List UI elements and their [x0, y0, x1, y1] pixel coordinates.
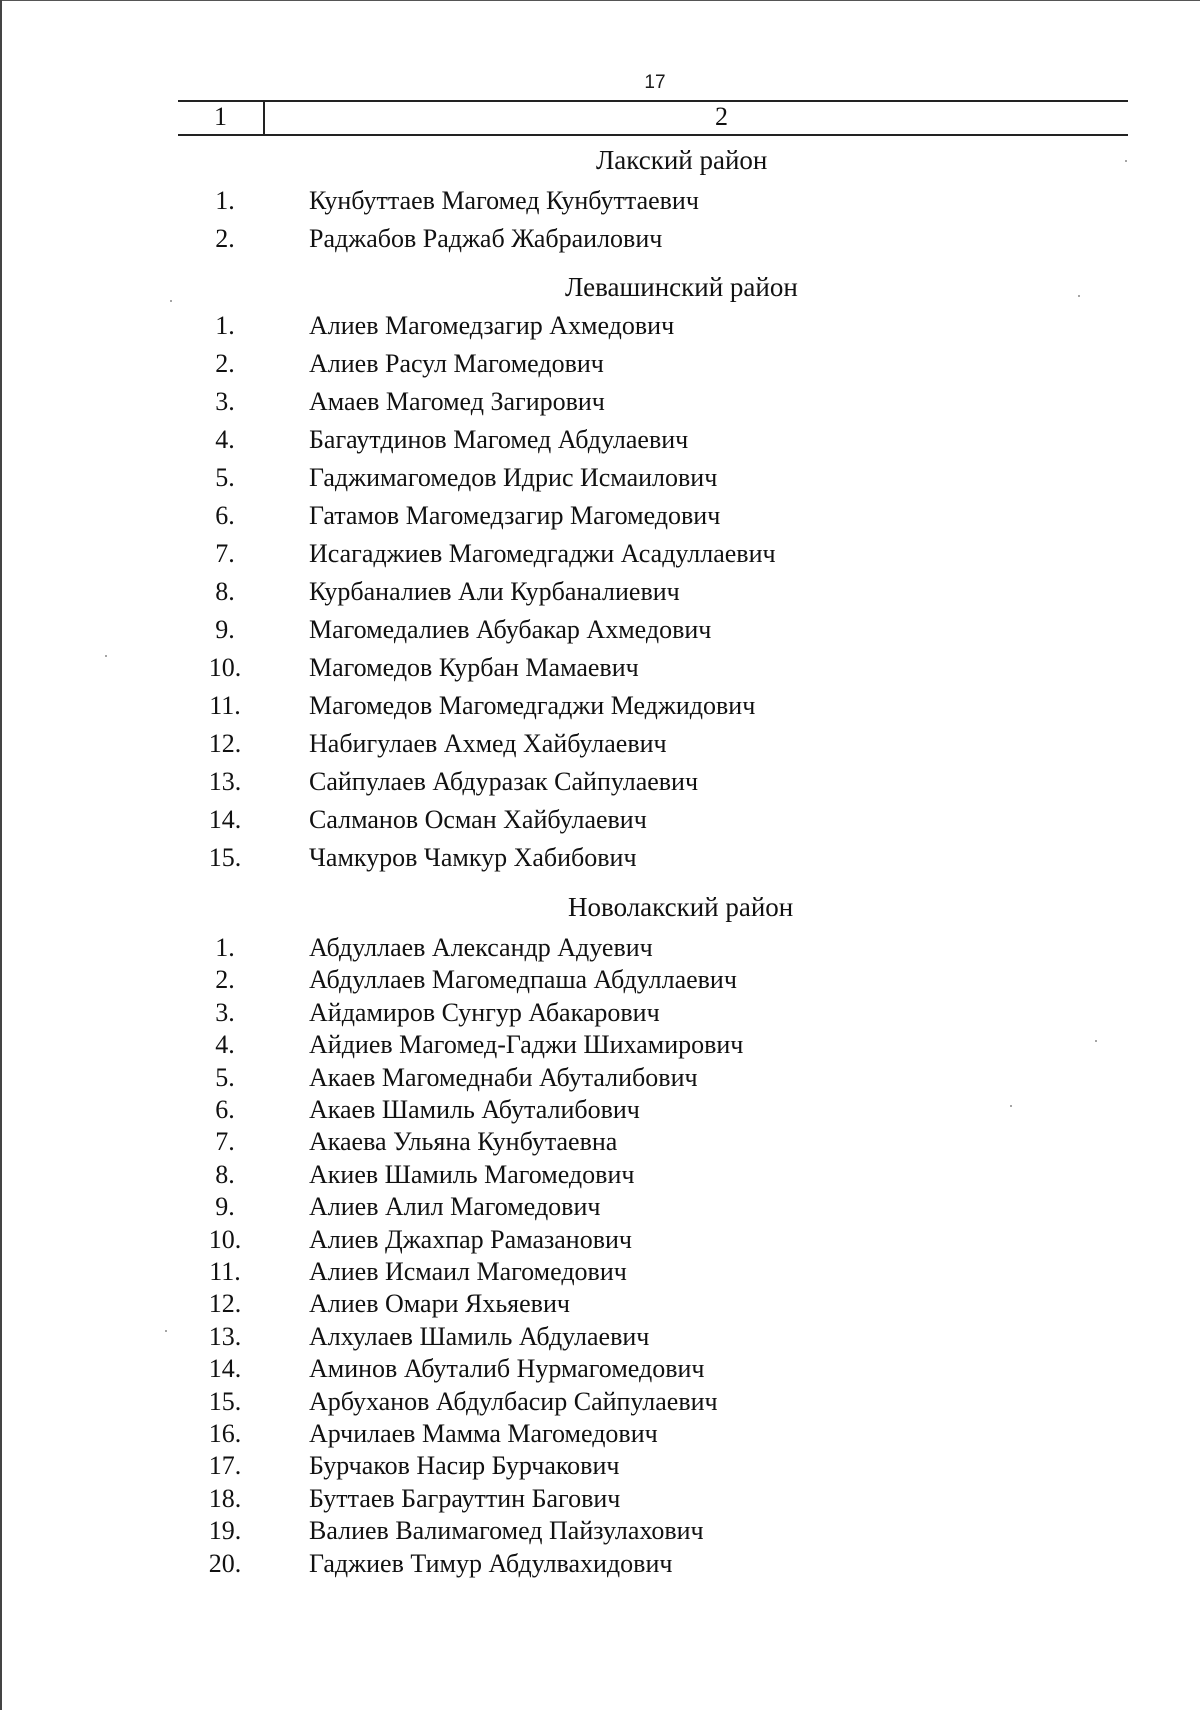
- page-number: 17: [644, 72, 666, 93]
- table-header-bottom-rule: [178, 134, 1128, 136]
- list-item-name: Алиев Алил Магомедович: [309, 1192, 601, 1222]
- scan-speck: [1010, 1105, 1012, 1107]
- list-item: [0, 1258, 1200, 1286]
- list-item-number: 1.: [215, 933, 235, 962]
- scan-speck: [105, 655, 107, 657]
- list-item: [0, 186, 1200, 216]
- list-item: [0, 539, 1200, 569]
- list-item-number: 2.: [215, 965, 235, 995]
- list-item-number: 12.: [208, 729, 242, 758]
- list-item-number: 17.: [208, 1451, 242, 1481]
- list-item-number: 3.: [215, 997, 235, 1027]
- list-item-number: 4.: [215, 1030, 235, 1060]
- list-item-number: 10.: [208, 653, 242, 682]
- list-item-name: Абдуллаев Магомедпаша Абдуллаевич: [309, 965, 737, 995]
- list-item-number: 5.: [215, 463, 235, 492]
- list-item-number: 1.: [215, 186, 235, 215]
- list-item-number: 7.: [215, 1127, 235, 1157]
- scan-speck: [1125, 160, 1127, 162]
- list-item-name: Магомедов Курбан Мамаевич: [309, 653, 639, 682]
- list-item-number: 4.: [215, 425, 235, 454]
- table-header-col2: 2: [715, 102, 728, 131]
- list-item-name: Акиев Шамиль Магомедович: [309, 1159, 635, 1189]
- list-item: [0, 1388, 1200, 1416]
- list-item: [0, 1452, 1200, 1480]
- list-item: [0, 1485, 1200, 1513]
- list-item: [0, 501, 1200, 531]
- list-item: [0, 966, 1200, 994]
- list-item-number: 2.: [215, 224, 235, 253]
- list-item-number: 6.: [215, 1095, 235, 1124]
- list-item-name: Буттаев Баграуттин Багович: [309, 1483, 621, 1513]
- list-item-number: 9.: [215, 615, 235, 644]
- list-item-name: Арбуханов Абдулбасир Сайпулаевич: [309, 1386, 718, 1416]
- list-item-name: Аминов Абуталиб Нурмагомедович: [309, 1354, 705, 1384]
- list-item: [0, 615, 1200, 645]
- list-item-name: Гаджиев Тимур Абдулвахидович: [309, 1548, 673, 1578]
- list-item: [0, 843, 1200, 873]
- list-item-name: Магомедалиев Абубакар Ахмедович: [309, 615, 712, 644]
- list-item: [0, 311, 1200, 341]
- list-item: [0, 653, 1200, 683]
- list-item-number: 16.: [208, 1419, 242, 1448]
- scan-speck: [1078, 295, 1080, 297]
- list-item-number: 13.: [208, 767, 242, 796]
- section-title: Левашинский район: [565, 272, 798, 302]
- list-item-name: Алхулаев Шамиль Абдулаевич: [309, 1321, 650, 1351]
- list-item: [0, 1226, 1200, 1254]
- list-item: [0, 1420, 1200, 1448]
- list-item: [0, 349, 1200, 379]
- list-item-number: 19.: [208, 1516, 242, 1546]
- list-item-name: Алиев Магомедзагир Ахмедович: [309, 311, 675, 340]
- list-item: [0, 1550, 1200, 1578]
- list-item-number: 10.: [208, 1224, 242, 1254]
- list-item-name: Багаутдинов Магомед Абдулаевич: [309, 425, 689, 454]
- list-item: [0, 1096, 1200, 1124]
- list-item-name: Салманов Осман Хайбулаевич: [309, 805, 647, 834]
- list-item-name: Курбаналиев Али Курбаналиевич: [309, 577, 680, 606]
- list-item: [0, 224, 1200, 254]
- list-item-name: Набигулаев Ахмед Хайбулаевич: [309, 729, 667, 758]
- list-item-number: 1.: [215, 311, 235, 340]
- list-item-name: Арчилаев Мамма Магомедович: [309, 1419, 658, 1448]
- list-item: [0, 425, 1200, 455]
- list-item: [0, 805, 1200, 835]
- list-item-name: Акаев Магомеднаби Абуталибович: [309, 1062, 698, 1092]
- list-item-name: Алиев Расул Магомедович: [309, 349, 604, 378]
- scan-border-top: [0, 0, 1200, 1]
- list-item-number: 13.: [208, 1321, 242, 1351]
- list-item-name: Акаева Ульяна Кунбутаевна: [309, 1127, 618, 1157]
- list-item: [0, 1355, 1200, 1383]
- scan-speck: [1095, 1040, 1097, 1042]
- list-item-number: 3.: [215, 387, 235, 416]
- list-item-number: 8.: [215, 577, 235, 606]
- list-item: [0, 691, 1200, 721]
- list-item-name: Абдуллаев Александр Адуевич: [309, 933, 653, 962]
- list-item: [0, 1193, 1200, 1221]
- list-item-name: Валиев Валимагомед Пайзулахович: [309, 1516, 704, 1546]
- list-item-name: Алиев Омари Яхьяевич: [309, 1289, 570, 1319]
- section-title: Новолакский район: [568, 892, 794, 922]
- list-item-number: 5.: [215, 1062, 235, 1092]
- list-item-number: 12.: [208, 1289, 242, 1319]
- list-item-name: Сайпулаев Абдуразак Сайпулаевич: [309, 767, 699, 796]
- list-item-number: 11.: [209, 691, 241, 720]
- list-item: [0, 463, 1200, 493]
- list-item: [0, 387, 1200, 417]
- list-item-number: 15.: [208, 1386, 242, 1416]
- list-item-number: 11.: [209, 1257, 241, 1286]
- list-item-number: 9.: [215, 1192, 235, 1222]
- scan-speck: [170, 300, 172, 302]
- list-item-name: Исагаджиев Магомедгаджи Асадуллаевич: [309, 539, 776, 568]
- list-item-number: 18.: [208, 1483, 242, 1513]
- list-item-name: Кунбуттаев Магомед Кунбуттаевич: [309, 186, 699, 215]
- list-item-number: 15.: [208, 843, 242, 872]
- list-item-number: 20.: [208, 1548, 242, 1578]
- list-item-number: 6.: [215, 501, 235, 530]
- scan-speck: [165, 1330, 167, 1332]
- list-item-name: Гатамов Магомедзагир Магомедович: [309, 501, 721, 530]
- section-title: Лакский район: [596, 145, 768, 175]
- list-item-name: Айдиев Магомед-Гаджи Шихамирович: [309, 1030, 744, 1060]
- list-item-name: Бурчаков Насир Бурчакович: [309, 1451, 620, 1481]
- list-item: [0, 767, 1200, 797]
- list-item-number: 7.: [215, 539, 235, 568]
- list-item: [0, 999, 1200, 1027]
- list-item-name: Раджабов Раджаб Жабраилович: [309, 224, 663, 253]
- list-item: [0, 1517, 1200, 1545]
- table-header-col1: 1: [214, 102, 227, 131]
- list-item-number: 14.: [208, 805, 242, 834]
- list-item: [0, 934, 1200, 962]
- list-item: [0, 1064, 1200, 1092]
- list-item: [0, 729, 1200, 759]
- list-item-name: Магомедов Магомедгаджи Меджидович: [309, 691, 756, 720]
- list-item-number: 2.: [215, 349, 235, 378]
- list-item: [0, 1323, 1200, 1351]
- list-item-name: Алиев Исмаил Магомедович: [309, 1257, 627, 1286]
- list-item-name: Айдамиров Сунгур Абакарович: [309, 997, 660, 1027]
- list-item-name: Акаев Шамиль Абуталибович: [309, 1095, 640, 1124]
- list-item-name: Чамкуров Чамкур Хабибович: [309, 843, 637, 872]
- list-item: [0, 1128, 1200, 1156]
- list-item-number: 8.: [215, 1159, 235, 1189]
- list-item: [0, 1161, 1200, 1189]
- list-item-number: 14.: [208, 1354, 242, 1384]
- list-item: [0, 1031, 1200, 1059]
- list-item: [0, 577, 1200, 607]
- list-item-name: Алиев Джахпар Рамазанович: [309, 1224, 632, 1254]
- list-item: [0, 1290, 1200, 1318]
- list-item-name: Гаджимагомедов Идрис Исмаилович: [309, 463, 718, 492]
- list-item-name: Амаев Магомед Загирович: [309, 387, 605, 416]
